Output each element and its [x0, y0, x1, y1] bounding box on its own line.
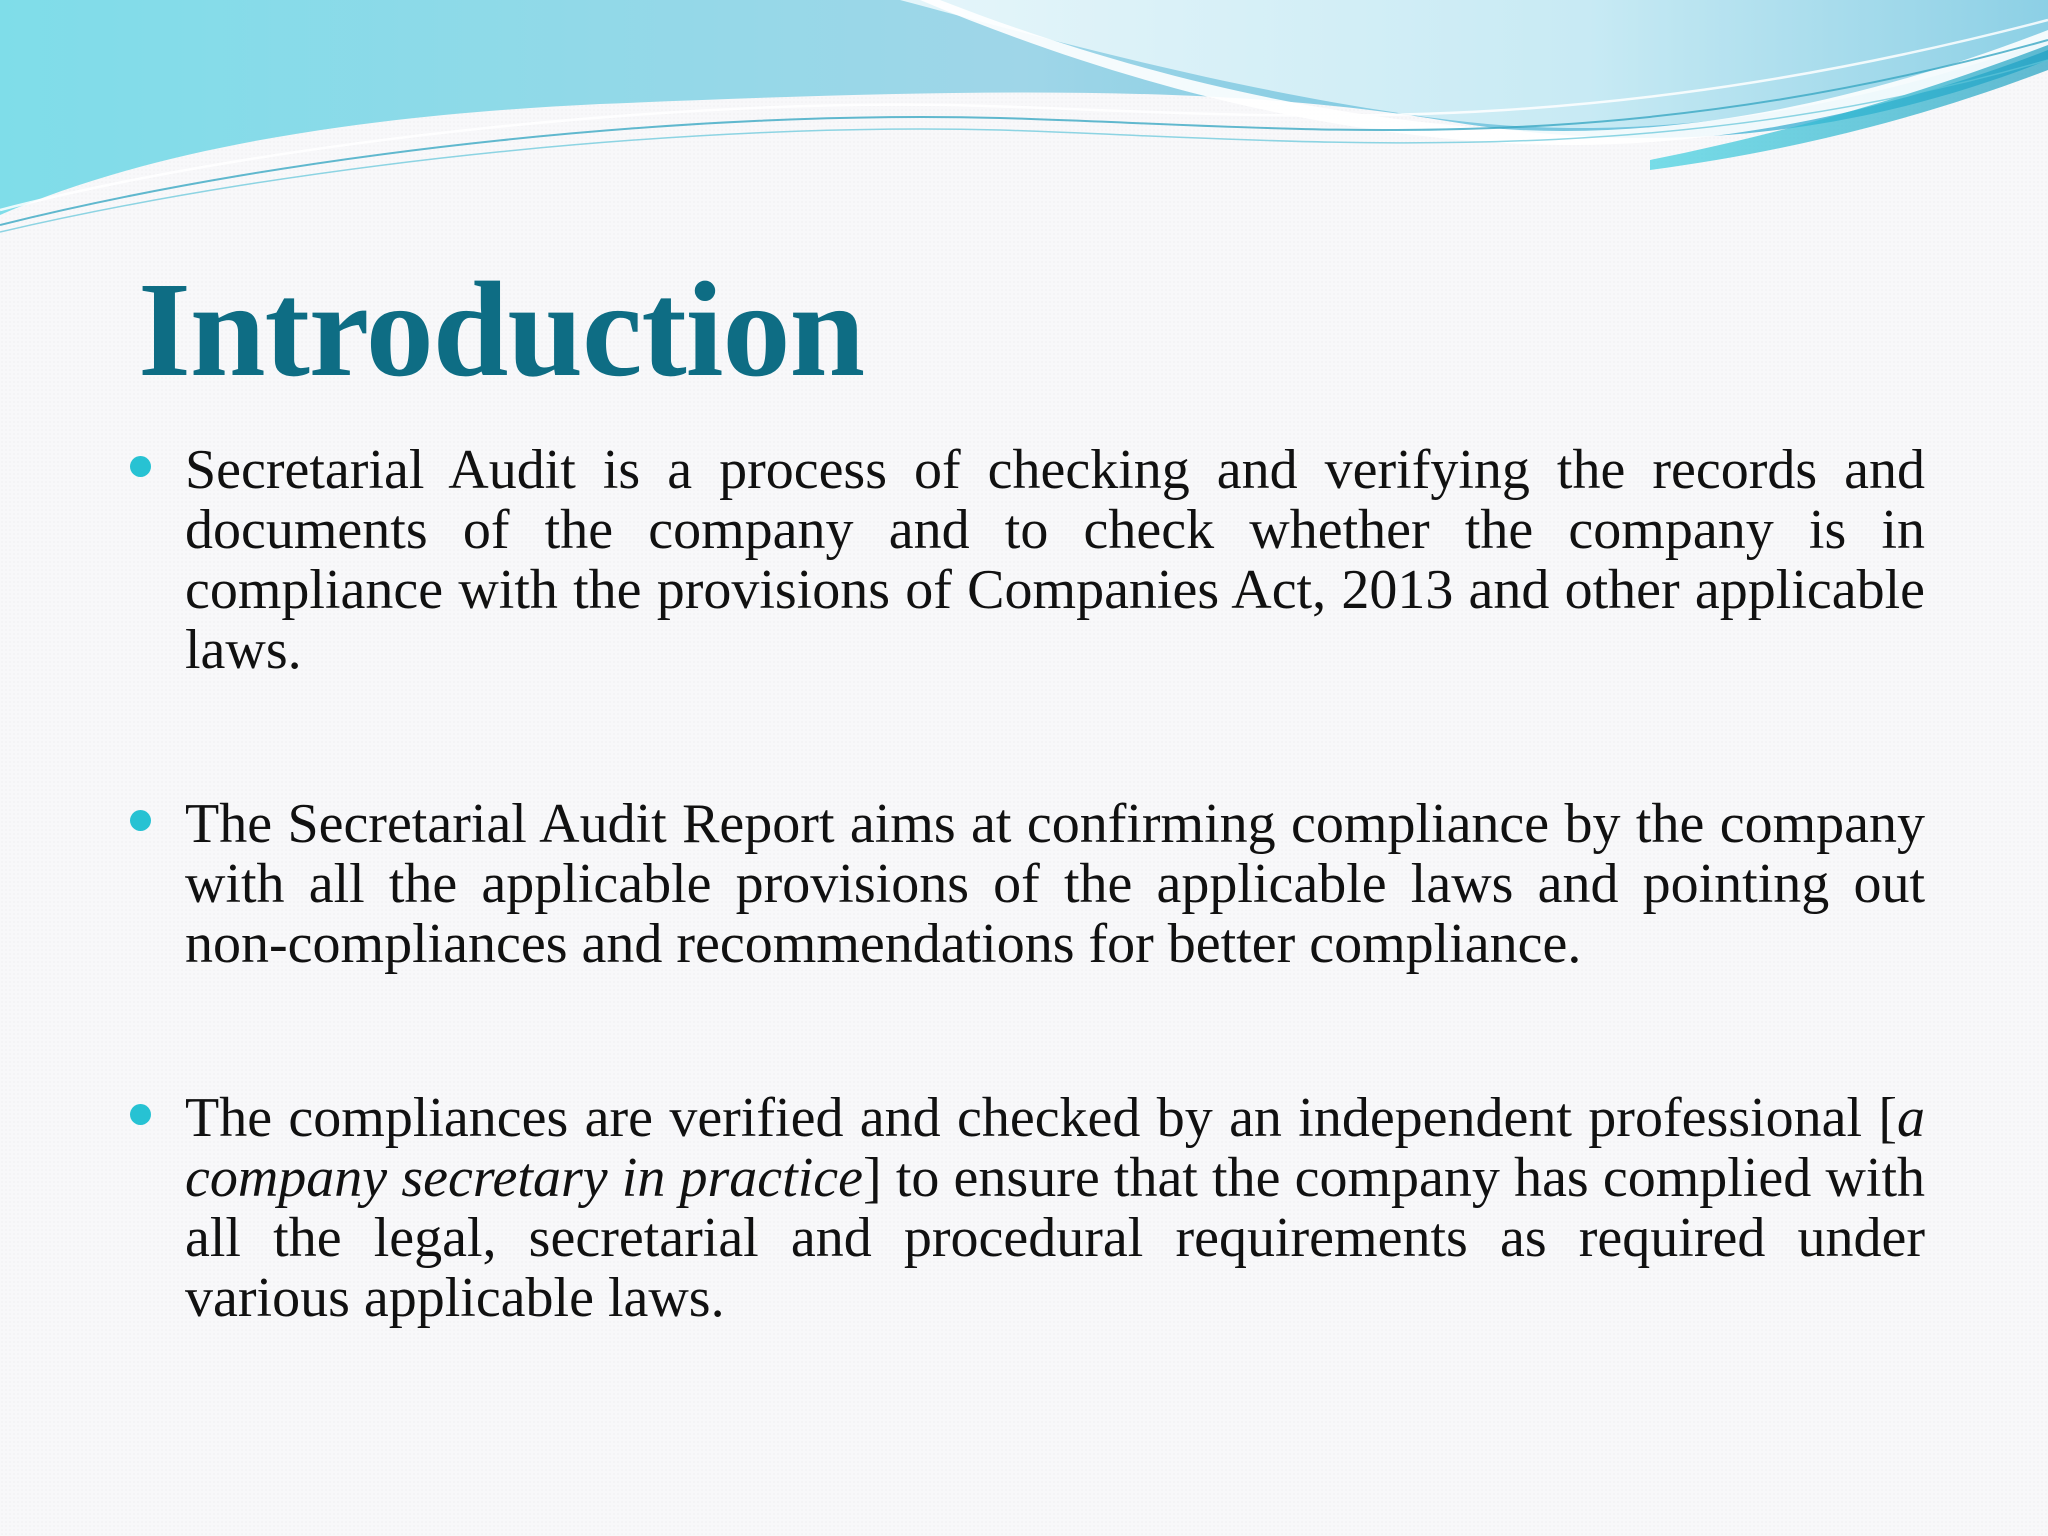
bullet-item-report-aim	[185, 794, 1925, 974]
bullet-item-verification	[185, 1088, 1925, 1328]
bullet-text: The Secretarial Audit Report aims at confirming compliance by the company with all the applicable provisions of the applicable laws and pointing out non-compliances and recommendations for better compliance.	[185, 793, 1925, 975]
bullet-text: Secretarial Audit is a process of checking and verifying the records and documents of the company and to check whether the company is in compliance with the provisions of Companies Act, 2013 and other applicable laws.	[185, 439, 1925, 681]
bullet-item-definition	[185, 440, 1925, 680]
bullet-dot-icon	[130, 810, 151, 831]
bullet-text-before: The compliances are verified and checked by an independent professional [	[185, 1087, 1897, 1149]
bullet-text-italic: a company secretary in practice	[185, 1087, 1925, 1209]
header-wave-decoration	[0, 0, 2048, 240]
bullet-list	[185, 440, 1925, 1328]
slide-title: Introduction	[138, 255, 865, 405]
bullet-text-after: ] to ensure that the company has complied with all the legal, secretarial and procedural requirements as required under various applicable laws.	[185, 1147, 1926, 1329]
bullet-dot-icon	[130, 1104, 151, 1125]
bullet-dot-icon	[130, 456, 151, 477]
